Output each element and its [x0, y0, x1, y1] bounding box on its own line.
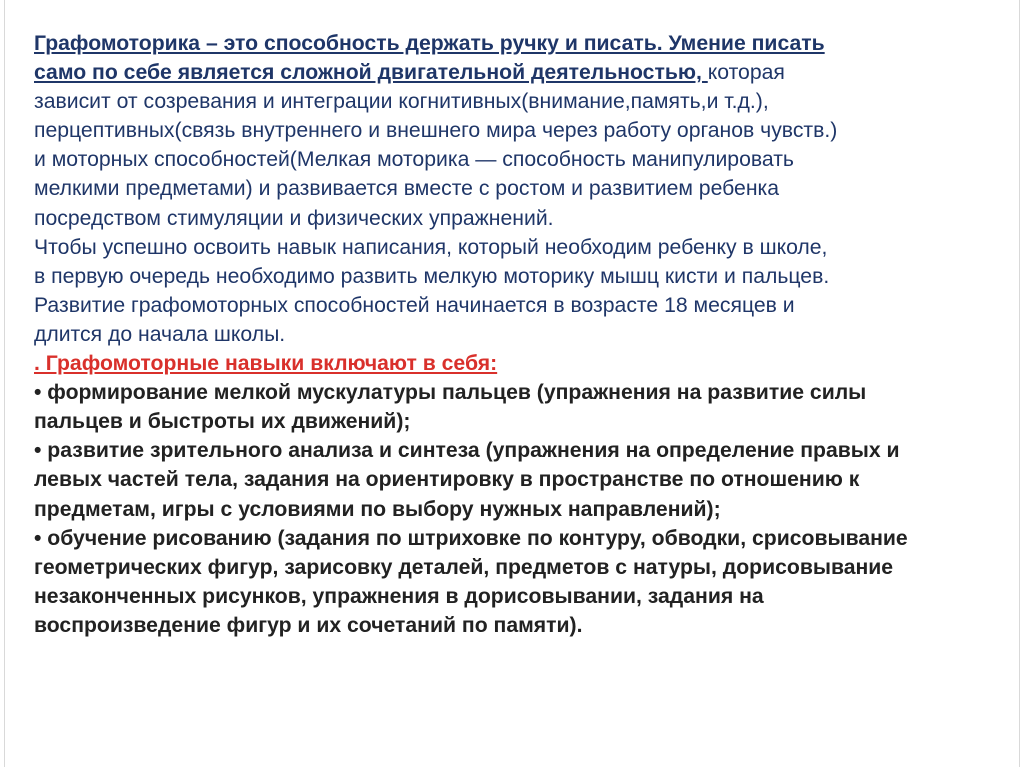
writing-skill-paragraph-line: Развитие графомоторных способностей начинается в возрасте 18 месяцев и: [34, 293, 795, 317]
bullet-line: геометрических фигур, зарисовку деталей, предметов с натуры, дорисовывание: [34, 555, 894, 579]
definition-continuation: которая: [707, 61, 785, 85]
definition-body-line: и моторных способностей(Мелкая моторика — способность манипулировать: [34, 148, 794, 172]
writing-skill-paragraph-line: в первую очередь необходимо развить мелкую моторику мышц кисти и пальцев.: [34, 264, 830, 288]
bullet-line: • развитие зрительного анализа и синтеза (упражнения на определение правых и: [34, 439, 900, 463]
writing-skill-paragraph-line: Чтобы успешно освоить навык написания, который необходим ребенку в школе,: [34, 235, 828, 259]
bullet-line: • формирование мелкой мускулатуры пальцев (упражнения на развитие силы: [34, 381, 867, 405]
definition-body-line: мелкими предметами) и развивается вместе с ростом и развитием ребенка: [34, 177, 780, 201]
writing-skill-paragraph-line: длится до начала школы.: [34, 322, 286, 346]
definition-body-line: зависит от созревания и интеграции когнитивных(внимание,память,и т.д.),: [34, 90, 769, 114]
right-edge-line: [1019, 0, 1020, 767]
skills-heading: . Графомоторные навыки включают в себя:: [34, 352, 498, 376]
bullet-line: пальцев и быстроты их движений);: [34, 410, 411, 434]
bullet-line: • обучение рисованию (задания по штриховке по контуру, обводки, срисовывание: [34, 526, 908, 550]
definition-body-line: посредством стимуляции и физических упражнений.: [34, 206, 554, 230]
bullet-line: воспроизведение фигур и их сочетаний по памяти).: [34, 613, 583, 637]
definition-title-line-2: [34, 58, 1002, 87]
bullet-line: незаконченных рисунков, упражнения в дорисовывании, задания на: [34, 584, 764, 608]
slide-text-body: [34, 29, 1002, 640]
definition-title-line-1: Графомоторика – это способность держать ручку и писать. Умение писать: [34, 32, 825, 55]
definition-title-emphasis: само по себе является сложной двигательной деятельностью,: [34, 61, 708, 85]
left-edge-line: [4, 0, 5, 767]
definition-body-line: перцептивных(связь внутреннего и внешнего мира через работу органов чувств.): [34, 119, 838, 143]
bullet-line: левых частей тела, задания на ориентировку в пространстве по отношению к: [34, 468, 860, 492]
bullet-line: предметам, игры с условиями по выбору нужных направлений);: [34, 497, 721, 521]
